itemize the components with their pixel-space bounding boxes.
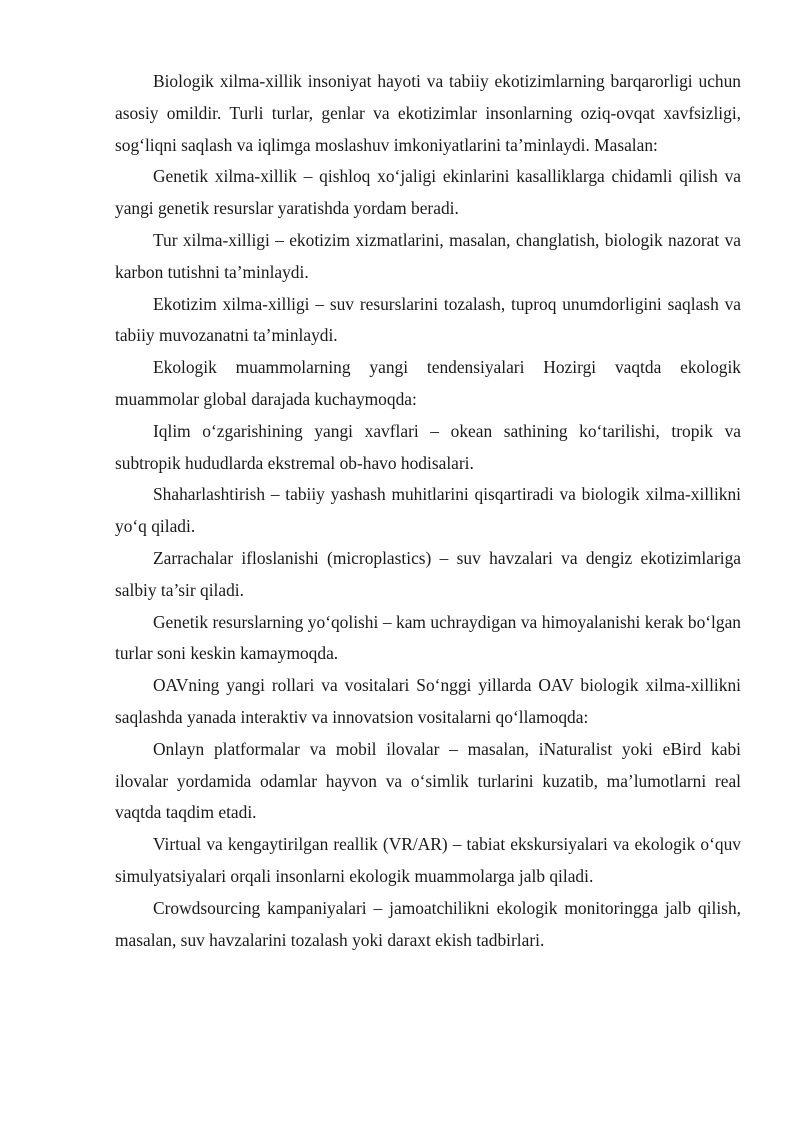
paragraph-genetic-diversity: Genetik xilma-xillik – qishloq xo‘jaligi ekinlarini kasalliklarga chidamli qilish va yangi genetik resurslar yaratishda yordam beradi. [115,166,741,219]
paragraph-ecological-trends: Ekologik muammolarning yangi tendensiyalari Hozirgi vaqtda ekologik muammolar global darajada kuchaymoqda: [115,357,741,409]
paragraph-microplastics: Zarrachalar ifloslanishi (microplastics) – suv havzalari va dengiz ekotizimlariga salbiy ta’sir qiladi. [115,547,741,600]
paragraph-species-diversity: Tur xilma-xilligi – ekotizim xizmatlarini, masalan, changlatish, biologik nazorat va karbon tutishni ta’minlaydi. [115,229,741,282]
paragraph-urbanization: Shaharlashtirish – tabiiy yashash muhitlarini qisqartiradi va biologik xilma-xillikni yo‘q qiladi. [115,484,741,537]
paragraph-climate-change: Iqlim o‘zgarishining yangi xavflari – okean sathining ko‘tarilishi, tropik va subtropik hududlarda ekstremal ob-havo hodisalari. [115,420,741,473]
document-body [115,66,741,956]
paragraph-biodiversity-intro: Biologik xilma-xillik insoniyat hayoti va tabiiy ekotizimlarning barqarorligi uchun asosiy omildir. Turli turlar, genlar va ekotizimlar insonlarning oziq-ovqat xavfsizligi, sog‘liqni saqlash va iqlimga moslashuv imkoniyatlarini ta’minlaydi. Masalan: [115,71,741,155]
paragraph-vr-ar: Virtual va kengaytirilgan reallik (VR/AR) – tabiat ekskursiyalari va ekologik o‘quv simulyatsiyalari orqali insonlarni ekologik muammolarga jalb qiladi. [115,834,741,886]
paragraph-ecosystem-diversity: Ekotizim xilma-xilligi – suv resurslarini tozalash, tuproq unumdorligini saqlash va tabiiy muvozanatni ta’minlaydi. [115,293,741,346]
paragraph-crowdsourcing: Crowdsourcing kampaniyalari – jamoatchilikni ekologik monitoringga jalb qilish, masalan, suv havzalarini tozalash yoki daraxt ekish tadbirlari. [115,897,741,950]
paragraph-media-roles: OAVning yangi rollari va vositalari So‘nggi yillarda OAV biologik xilma-xillikni saqlashda yanada interaktiv va innovatsion vositalarni qo‘llamoqda: [115,675,741,727]
paragraph-online-platforms: Onlayn platformalar va mobil ilovalar – masalan, iNaturalist yoki eBird kabi ilovalar yordamida odamlar hayvon va o‘simlik turlarini kuzatib, ma’lumotlarni real vaqtda taqdim etadi. [115,738,741,823]
paragraph-genetic-resources: Genetik resurslarning yo‘qolishi – kam uchraydigan va himoyalanishi kerak bo‘lgan turlar soni keskin kamaymoqda. [115,611,741,664]
